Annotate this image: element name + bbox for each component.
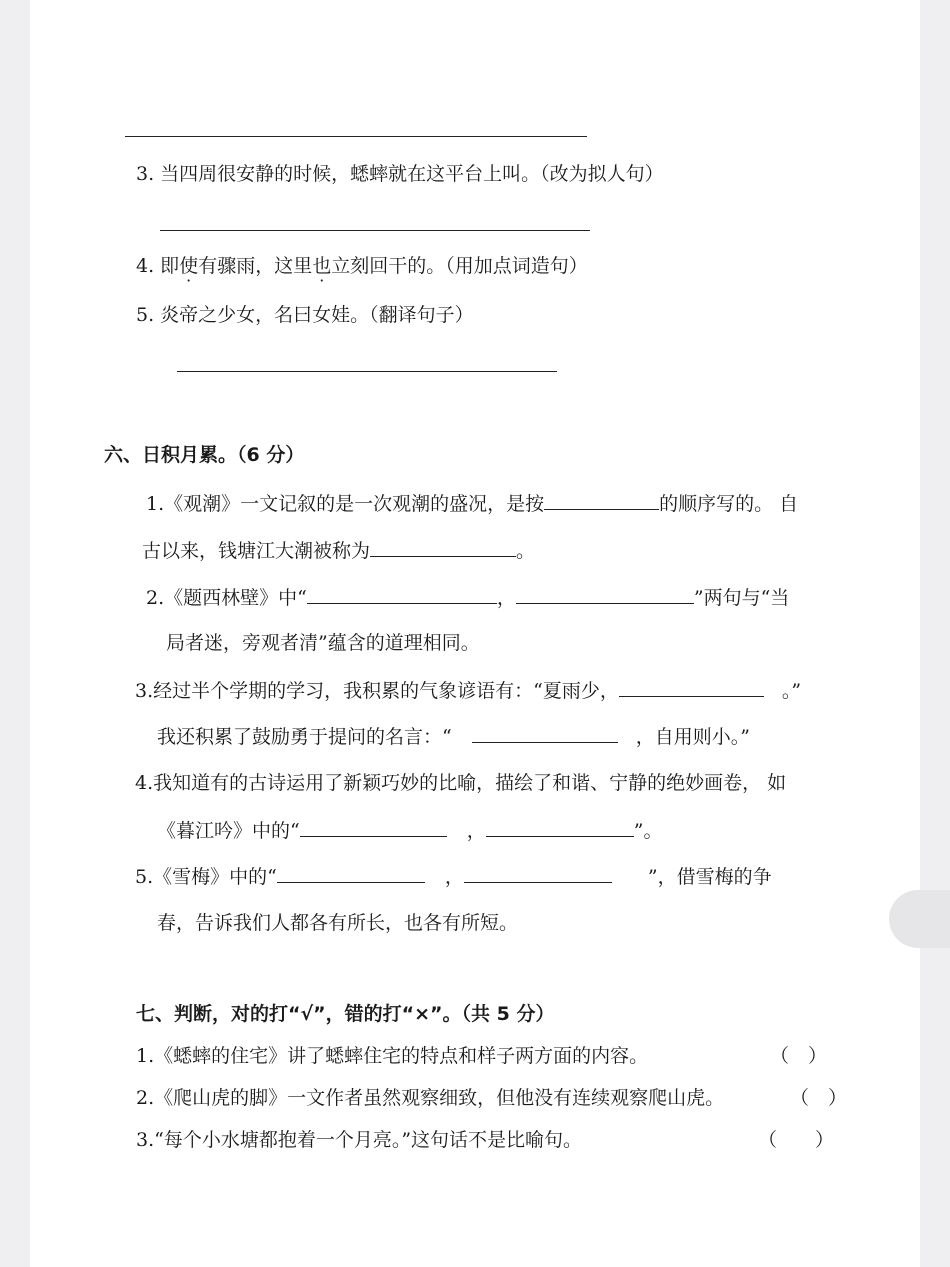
text: 1.《观潮》一文记叙的是一次观潮的盛况，是按 [146,493,545,515]
text: 古以来，钱塘江大潮被称为 [142,540,371,562]
question-6-3-line1 [135,678,801,703]
judge-item-2: 2.《爬山虎的脚》一文作者虽然观察细致，但他没有连续观察爬山虎。 [136,1087,725,1109]
text: 的顺序写的。 自 [659,493,799,515]
text: ， [444,866,464,888]
question-5-4-part: 4. 即 [136,255,180,277]
text: 《暮江吟》中的“ [157,820,300,842]
fill-blank[interactable] [464,864,612,883]
text: 2.《题西林壁》中“ [146,587,307,609]
fill-blank[interactable] [544,491,659,510]
question-5-4-part: 立刻回干的。（用加点词造句） [331,255,588,277]
question-6-1-line2 [142,538,535,563]
dotted-char: 使 [179,255,199,277]
judge-paren-2[interactable]: （ ） [790,1087,848,1109]
fill-blank[interactable] [370,538,516,557]
question-5-4-part: 有骤雨，这里 [198,255,313,277]
fill-blank[interactable] [516,585,694,604]
answer-line-5-3 [160,230,590,231]
question-6-1-line1 [146,491,798,516]
dotted-char: 也 [312,255,332,277]
question-6-4-line1: 4.我知道有的古诗运用了新颖巧妙的比喻，描绘了和谐、宁静的绝妙画卷， 如 [135,772,787,794]
fill-blank[interactable] [472,724,618,743]
fill-blank[interactable] [300,818,447,837]
text: ，自用则小。” [635,726,750,748]
question-5-3: 3. 当四周很安静的时候，蟋蟀就在这平台上叫。（改为拟人句） [136,163,664,185]
text: ”两句与“当 [693,587,790,609]
fill-blank[interactable] [277,864,425,883]
answer-line-top [125,136,587,137]
question-6-2-line1 [146,585,789,610]
question-5-5: 5. 炎帝之少女，名曰女娃。（翻译句子） [136,304,474,326]
fill-blank[interactable] [307,585,497,604]
question-6-2-line2: 局者迷，旁观者清”蕴含的道理相同。 [166,632,480,654]
text: ”，借雪梅的争 [647,866,772,888]
text: ， [466,820,486,842]
fill-blank[interactable] [486,818,634,837]
question-6-4-line2 [157,818,662,843]
judge-paren-3[interactable]: （ ） [758,1129,835,1151]
text: 。” [781,680,802,702]
text: 。 [516,540,536,562]
question-5-4 [136,254,588,278]
question-6-5-line1 [135,864,772,889]
question-6-3-line2 [157,724,750,749]
section-6-heading: 六、日积月累。（6 分） [104,444,305,466]
judge-paren-1[interactable]: （ ） [770,1045,828,1067]
text: 3.经过半个学期的学习，我积累的气象谚语有：“夏雨少， [135,680,619,702]
text: 5.《雪梅》中的“ [135,866,277,888]
text: 我还积累了鼓励勇于提问的名言：“ [157,726,452,748]
judge-item-1: 1.《蟋蟀的住宅》讲了蟋蟀住宅的特点和样子两方面的内容。 [136,1045,649,1067]
side-scroll-tab[interactable] [889,890,950,948]
answer-line-5-5 [177,371,557,372]
question-6-5-line2: 春，告诉我们人都各有所长，也各有所短。 [157,912,519,934]
judge-item-3: 3.“每个小水塘都抱着一个月亮。”这句话不是比喻句。 [136,1129,583,1151]
text: ， [496,587,516,609]
text: ”。 [633,820,663,842]
fill-blank[interactable] [619,678,764,697]
section-7-heading: 七、判断，对的打“√”，错的打“×”。（共 5 分） [136,1003,555,1025]
